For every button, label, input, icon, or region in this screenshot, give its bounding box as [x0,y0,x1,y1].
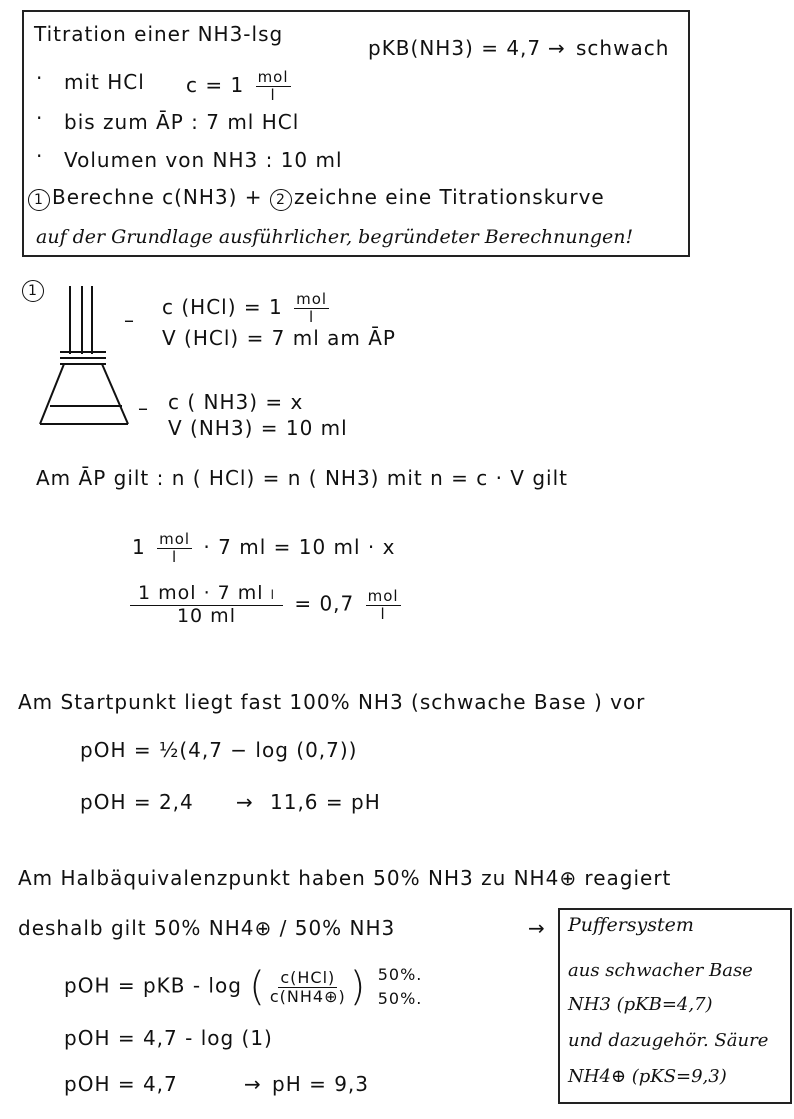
start-poh1: pOH = ½(4,7 − log (0,7)) [80,738,358,762]
ratio-num: c(HCl) [280,967,336,987]
part1-ap-rule: Am ĀP gilt : n ( HCl) = n ( NH3) mit n = c · V gilt [36,466,568,490]
arrow-icon: → [244,1072,262,1096]
arrow-icon: → [548,36,566,60]
part1-cnh3: c ( NH3) = x [168,390,304,414]
number-circle-1: 1 [22,280,44,302]
eq2-fraction [130,584,283,626]
task-line1-label: mit HCl [64,70,145,94]
number-circle-2: 2 [270,189,292,211]
ratio-den: c(NH4⊕) [269,986,346,1006]
task-line3: Volumen von NH3 : 10 ml [64,148,343,172]
eq2-numerator [130,584,283,606]
bullet-dot: · [36,66,44,90]
task-q1: Berechne c(NH3) + [52,185,263,209]
unit-den: l [308,308,315,326]
part1-vhc: V (HCl) = 7 ml am ĀP [162,326,396,350]
pct-stack [378,967,423,1007]
part1-chc [162,292,333,325]
half-poh-c: pOH = 4,7 [64,1072,178,1096]
task-instruction: auf der Grundlage ausführlicher, begründeter Berechnungen! [36,226,634,248]
unit-fraction [256,70,291,103]
task-line1-c-text: c = 1 [186,73,245,97]
buffer-line3: und dazugehör. Säure [568,1030,769,1051]
arrow-icon: → [528,916,546,940]
unit-fraction [157,532,192,565]
part1-vnh3: V (NH3) = 10 ml [168,416,348,440]
task-questions [28,185,605,211]
bullet-dot: · [36,144,44,168]
eq2-num-text: 1 mol · 7 ml [138,582,264,604]
buffer-line4: NH4⊕ (pKS=9,3) [568,1066,727,1087]
ratio-fraction [269,967,346,1006]
buffer-line1: aus schwacher Base [568,960,753,981]
half-poh-a [64,964,426,1010]
unit-num: mol [367,586,399,605]
unit-den: l [171,548,178,566]
unit-num: mol [159,530,191,548]
task-pkb: pKB(NH3) = 4,7 [368,36,542,60]
unit-den: l [380,604,386,623]
buffer-line2: NH3 (pKB=4,7) [568,994,713,1015]
eq2-num-den: l [270,588,275,602]
half-poh-b: pOH = 4,7 - log (1) [64,1026,273,1050]
pct-bot: 50%. [377,989,423,1008]
eq1-right: · 7 ml = 10 ml · x [203,535,396,559]
bullet-dot: · [36,106,44,130]
task-q2: zeichne eine Titrationskurve [293,185,605,209]
start-poh2-result: 11,6 = pH [270,790,381,814]
part1-eq2 [126,584,405,626]
arrow-icon: → [236,790,254,814]
task-line2: bis zum ĀP : 7 ml HCl [64,110,300,134]
buffer-title: Puffersystem [568,914,694,936]
paren-open: ( [249,964,266,1010]
eq2-result: = 0,7 [294,591,355,616]
half-poh-c-result: pH = 9,3 [272,1072,370,1096]
poh-a-left: pOH = pKB - log [64,973,242,998]
half-deshalb: deshalb gilt 50% NH4⊕ / 50% NH3 [18,916,396,940]
unit-fraction [366,586,401,623]
part1-chc-text: c (HCl) = 1 [162,295,283,319]
unit-num: mol [296,290,328,308]
unit-fraction [294,292,329,325]
task-pkb-note: schwach [576,36,670,60]
dash-mark: – [124,308,135,332]
unit-den: l [270,86,276,104]
eq2-denominator: 10 ml [176,605,236,627]
pct-top: 50%. [377,965,423,984]
number-circle-1: 1 [28,189,50,211]
task-title: Titration einer NH3-lsg [34,22,284,46]
task-line1-c [186,70,295,103]
unit-num: mol [257,68,289,86]
paren-close: ) [349,964,367,1010]
start-intro: Am Startpunkt liegt fast 100% NH3 (schwache Base ) vor [18,690,646,714]
start-poh2: pOH = 2,4 [80,790,194,814]
half-intro: Am Halbäquivalenzpunkt haben 50% NH3 zu NH4⊕ reagiert [18,866,672,890]
part1-eq1 [132,532,395,565]
eq1-left: 1 [132,535,146,559]
dash-mark: – [138,396,149,420]
